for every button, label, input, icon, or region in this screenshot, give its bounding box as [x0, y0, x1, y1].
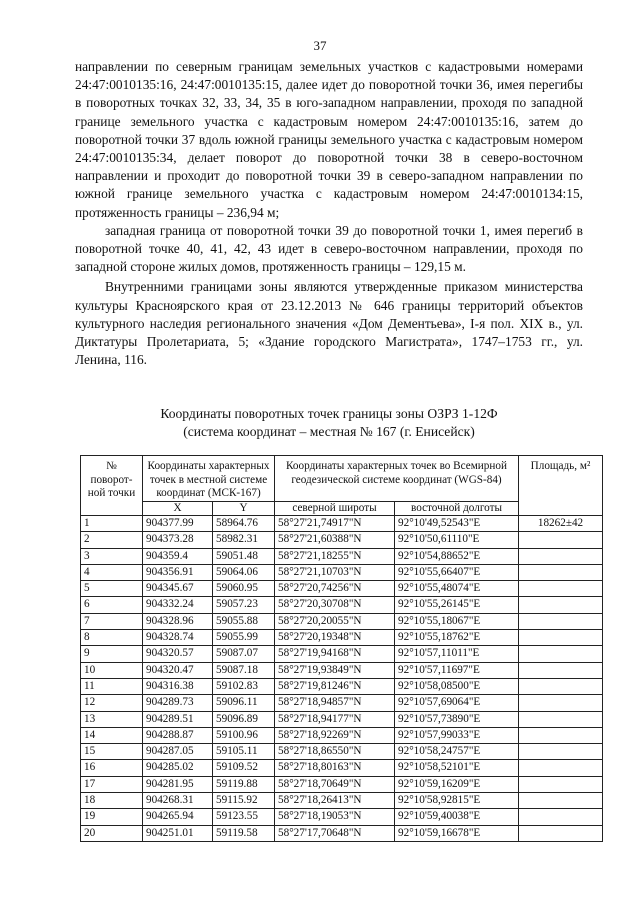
longitude-cell: 92°10'55,66407"E	[395, 564, 519, 580]
y-cell: 59096.11	[213, 695, 275, 711]
page-number: 37	[313, 38, 327, 53]
area-cell	[519, 548, 603, 564]
longitude-cell: 92°10'57,99033"E	[395, 727, 519, 743]
longitude-cell: 92°10'57,73890"E	[395, 711, 519, 727]
y-cell: 59087.07	[213, 646, 275, 662]
area-cell	[519, 711, 603, 727]
latitude-cell: 58°27'21,60388"N	[275, 532, 395, 548]
header-point-number: № поворот-ной точки	[81, 456, 143, 516]
longitude-cell: 92°10'55,26145"E	[395, 597, 519, 613]
table-row	[81, 678, 603, 694]
y-cell: 59115.92	[213, 793, 275, 809]
area-cell	[519, 727, 603, 743]
longitude-cell: 92°10'58,52101"E	[395, 760, 519, 776]
y-cell: 58964.76	[213, 516, 275, 532]
area-cell: 18262±42	[519, 516, 603, 532]
y-cell: 58982.31	[213, 532, 275, 548]
table-row	[81, 532, 603, 548]
y-cell: 59060.95	[213, 581, 275, 597]
x-cell: 904328.74	[143, 630, 213, 646]
y-cell: 59100.96	[213, 727, 275, 743]
x-cell: 904285.02	[143, 760, 213, 776]
section-title	[75, 405, 583, 441]
y-cell: 59102.83	[213, 678, 275, 694]
table-row	[81, 613, 603, 629]
table-row	[81, 630, 603, 646]
latitude-cell: 58°27'18,94857"N	[275, 695, 395, 711]
table-row	[81, 646, 603, 662]
area-cell	[519, 630, 603, 646]
area-cell	[519, 695, 603, 711]
table-row	[81, 793, 603, 809]
area-cell	[519, 744, 603, 760]
area-cell	[519, 678, 603, 694]
longitude-cell: 92°10'57,11697"E	[395, 662, 519, 678]
header-longitude: восточной долготы	[395, 501, 519, 516]
point-number-cell: 16	[81, 760, 143, 776]
latitude-cell: 58°27'18,86550"N	[275, 744, 395, 760]
area-cell	[519, 597, 603, 613]
table-row	[81, 581, 603, 597]
latitude-cell: 58°27'20,74256"N	[275, 581, 395, 597]
table-row	[81, 809, 603, 825]
paragraph: западная граница от поворотной точки 39 до поворотной точки 1, имея перегиб в поворотной точке 40, 41, 42, 43 идет в северо-восточном направлении, проходя по западной стороне жилых домов, протяженность границы – 129,15 м.	[75, 222, 583, 275]
longitude-cell: 92°10'55,18067"E	[395, 613, 519, 629]
latitude-cell: 58°27'19,93849"N	[275, 662, 395, 678]
paragraph: направлении по северным границам земельных участков с кадастровыми номерами 24:47:0010135:16, 24:47:0010135:15, далее идет до поворотной точки 36, имея перегибы в поворотных точках 32, 33, 34, 35 в юго-западном направлении, проходя по западной границе земельного участка с кадастровым номером 24:47:0010135:16, затем до поворотной точки 37 вдоль южной границы земельного участка с кадастровым номером 24:47:0010135:34, делает поворот до поворотной точки 38 в северо-восточном направлении и проходит до поворотной точки 39 в северо-западном направлении по южной границе земельного участка с кадастровым номером 24:47:0010134:15, протяженность границы – 236,94 м;	[75, 59, 583, 220]
body-text	[75, 58, 583, 369]
area-cell	[519, 646, 603, 662]
latitude-cell: 58°27'18,19053"N	[275, 809, 395, 825]
point-number-cell: 18	[81, 793, 143, 809]
x-cell: 904332.24	[143, 597, 213, 613]
paragraph: Внутренними границами зоны являются утвержденные приказом министерства культуры Красноярского края от 23.12.2013 № 646 границы территорий объектов культурного наследия регионального значения «Дом Дементьева», I-я пол. XIX в., ул. Диктатуры Пролетариата, 5; «Здание городского Магистрата», 1747–1753 гг., ул. Ленина, 116.	[75, 279, 583, 368]
table-row	[81, 711, 603, 727]
table-row	[81, 776, 603, 792]
table-row	[81, 695, 603, 711]
x-cell: 904289.51	[143, 711, 213, 727]
y-cell: 59055.99	[213, 630, 275, 646]
y-cell: 59123.55	[213, 809, 275, 825]
table-row	[81, 825, 603, 841]
section-title-line: (система координат – местная № 167 (г. Енисейск)	[183, 424, 475, 439]
header-local-coords: Координаты характерных точек в местной системе координат (МСК-167)	[143, 456, 275, 502]
area-cell	[519, 613, 603, 629]
x-cell: 904288.87	[143, 727, 213, 743]
longitude-cell: 92°10'50,61110"E	[395, 532, 519, 548]
area-cell	[519, 809, 603, 825]
table-row	[81, 662, 603, 678]
y-cell: 59055.88	[213, 613, 275, 629]
area-cell	[519, 776, 603, 792]
header-y: Y	[213, 501, 275, 516]
latitude-cell: 58°27'20,19348"N	[275, 630, 395, 646]
point-number-cell: 14	[81, 727, 143, 743]
longitude-cell: 92°10'58,92815"E	[395, 793, 519, 809]
area-cell	[519, 760, 603, 776]
area-cell	[519, 662, 603, 678]
area-cell	[519, 564, 603, 580]
longitude-cell: 92°10'57,11011"E	[395, 646, 519, 662]
y-cell: 59109.52	[213, 760, 275, 776]
y-cell: 59087.18	[213, 662, 275, 678]
y-cell: 59105.11	[213, 744, 275, 760]
x-cell: 904265.94	[143, 809, 213, 825]
header-latitude: северной широты	[275, 501, 395, 516]
area-cell	[519, 581, 603, 597]
y-cell: 59119.58	[213, 825, 275, 841]
point-number-cell: 1	[81, 516, 143, 532]
table-row	[81, 548, 603, 564]
longitude-cell: 92°10'57,69064"E	[395, 695, 519, 711]
latitude-cell: 58°27'18,94177"N	[275, 711, 395, 727]
longitude-cell: 92°10'49,52543"E	[395, 516, 519, 532]
table-row	[81, 727, 603, 743]
point-number-cell: 11	[81, 678, 143, 694]
latitude-cell: 58°27'18,70649"N	[275, 776, 395, 792]
table-row	[81, 516, 603, 532]
latitude-cell: 58°27'20,30708"N	[275, 597, 395, 613]
point-number-cell: 17	[81, 776, 143, 792]
x-cell: 904289.73	[143, 695, 213, 711]
point-number-cell: 13	[81, 711, 143, 727]
table-row	[81, 760, 603, 776]
table-row	[81, 564, 603, 580]
area-cell	[519, 793, 603, 809]
point-number-cell: 20	[81, 825, 143, 841]
x-cell: 904251.01	[143, 825, 213, 841]
x-cell: 904328.96	[143, 613, 213, 629]
x-cell: 904356.91	[143, 564, 213, 580]
longitude-cell: 92°10'59,40038"E	[395, 809, 519, 825]
table-row	[81, 597, 603, 613]
point-number-cell: 8	[81, 630, 143, 646]
section-title-line: Координаты поворотных точек границы зоны ОЗРЗ 1-12Ф	[160, 406, 498, 421]
latitude-cell: 58°27'21,10703"N	[275, 564, 395, 580]
latitude-cell: 58°27'19,94168"N	[275, 646, 395, 662]
y-cell: 59064.06	[213, 564, 275, 580]
y-cell: 59051.48	[213, 548, 275, 564]
longitude-cell: 92°10'58,24757"E	[395, 744, 519, 760]
x-cell: 904268.31	[143, 793, 213, 809]
coordinates-table	[80, 455, 603, 842]
longitude-cell: 92°10'59,16209"E	[395, 776, 519, 792]
point-number-cell: 2	[81, 532, 143, 548]
x-cell: 904316.38	[143, 678, 213, 694]
x-cell: 904281.95	[143, 776, 213, 792]
point-number-cell: 4	[81, 564, 143, 580]
x-cell: 904359.4	[143, 548, 213, 564]
latitude-cell: 58°27'18,80163"N	[275, 760, 395, 776]
y-cell: 59119.88	[213, 776, 275, 792]
point-number-cell: 10	[81, 662, 143, 678]
latitude-cell: 58°27'18,92269"N	[275, 727, 395, 743]
longitude-cell: 92°10'58,08500"E	[395, 678, 519, 694]
area-cell	[519, 532, 603, 548]
longitude-cell: 92°10'54,88652"E	[395, 548, 519, 564]
point-number-cell: 12	[81, 695, 143, 711]
header-x: X	[143, 501, 213, 516]
point-number-cell: 15	[81, 744, 143, 760]
point-number-cell: 3	[81, 548, 143, 564]
longitude-cell: 92°10'59,16678"E	[395, 825, 519, 841]
point-number-cell: 7	[81, 613, 143, 629]
latitude-cell: 58°27'20,20055"N	[275, 613, 395, 629]
point-number-cell: 19	[81, 809, 143, 825]
longitude-cell: 92°10'55,18762"E	[395, 630, 519, 646]
x-cell: 904345.67	[143, 581, 213, 597]
x-cell: 904373.28	[143, 532, 213, 548]
x-cell: 904287.05	[143, 744, 213, 760]
header-wgs-coords: Координаты характерных точек во Всемирной геодезической системе координат (WGS-84)	[275, 456, 519, 502]
table-row	[81, 744, 603, 760]
point-number-cell: 5	[81, 581, 143, 597]
longitude-cell: 92°10'55,48074"E	[395, 581, 519, 597]
y-cell: 59057.23	[213, 597, 275, 613]
latitude-cell: 58°27'21,74917"N	[275, 516, 395, 532]
x-cell: 904320.47	[143, 662, 213, 678]
point-number-cell: 9	[81, 646, 143, 662]
latitude-cell: 58°27'18,26413"N	[275, 793, 395, 809]
x-cell: 904377.99	[143, 516, 213, 532]
latitude-cell: 58°27'19,81246"N	[275, 678, 395, 694]
latitude-cell: 58°27'17,70648"N	[275, 825, 395, 841]
latitude-cell: 58°27'21,18255"N	[275, 548, 395, 564]
coordinates-table-body	[81, 516, 603, 842]
header-area: Площадь, м²	[519, 456, 603, 516]
area-cell	[519, 825, 603, 841]
x-cell: 904320.57	[143, 646, 213, 662]
y-cell: 59096.89	[213, 711, 275, 727]
point-number-cell: 6	[81, 597, 143, 613]
